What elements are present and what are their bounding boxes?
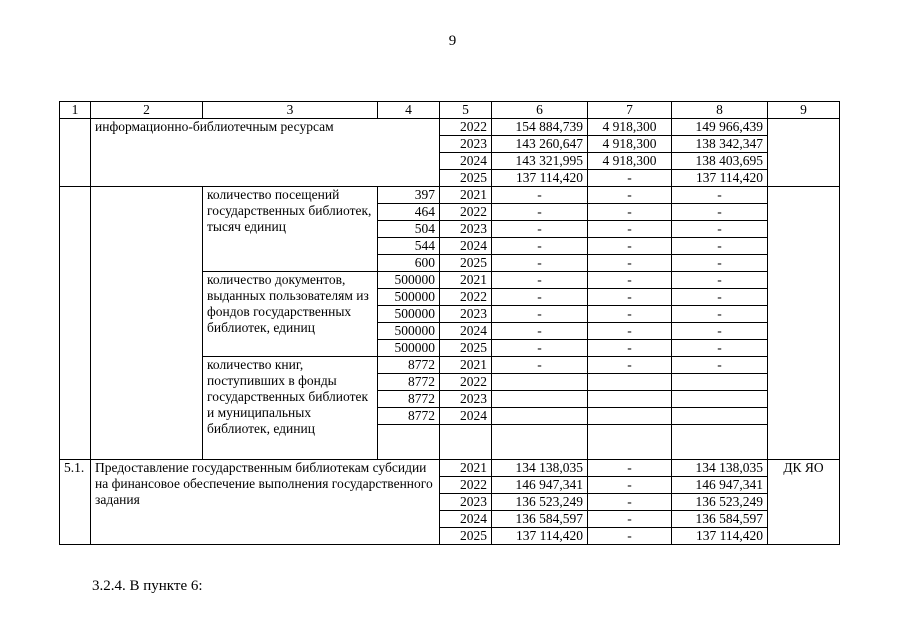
year-cell: 2024 <box>440 408 492 425</box>
amount-federal: - <box>588 477 672 494</box>
executor-cell <box>768 187 840 460</box>
executor-cell: ДК ЯО <box>768 460 840 545</box>
indicator-row <box>60 187 840 204</box>
amount-total: - <box>492 272 588 289</box>
amount-regional <box>672 374 768 391</box>
amount-total: 137 114,420 <box>492 528 588 545</box>
amount-total: - <box>492 238 588 255</box>
indicator-value: 544 <box>378 238 440 255</box>
year-cell: 2024 <box>440 153 492 170</box>
year-cell: 2024 <box>440 511 492 528</box>
amount-total: - <box>492 357 588 374</box>
column-header-6: 6 <box>492 102 588 119</box>
amount-total: - <box>492 204 588 221</box>
amount-total <box>492 408 588 425</box>
amount-federal: - <box>588 306 672 323</box>
amount-federal <box>588 425 672 460</box>
amount-total <box>492 425 588 460</box>
amount-total: 134 138,035 <box>492 460 588 477</box>
year-cell: 2023 <box>440 136 492 153</box>
amount-total <box>492 391 588 408</box>
column-header-1: 1 <box>60 102 91 119</box>
amount-total: 143 260,647 <box>492 136 588 153</box>
amount-total: - <box>492 255 588 272</box>
footer-text: 3.2.4. В пункте 6: <box>92 578 203 594</box>
year-cell: 2025 <box>440 255 492 272</box>
amount-total <box>492 374 588 391</box>
amount-regional: - <box>672 357 768 374</box>
indicator-value: 8772 <box>378 357 440 374</box>
indicator-name: количество посещений государственных библиотек, тысяч единиц <box>203 187 378 272</box>
amount-federal: - <box>588 340 672 357</box>
indicator-value: 500000 <box>378 272 440 289</box>
amount-federal: - <box>588 511 672 528</box>
amount-federal: - <box>588 221 672 238</box>
year-cell: 2022 <box>440 204 492 221</box>
year-cell: 2022 <box>440 374 492 391</box>
indicator-value: 8772 <box>378 374 440 391</box>
indicator-value: 600 <box>378 255 440 272</box>
amount-total: 136 584,597 <box>492 511 588 528</box>
amount-regional: 137 114,420 <box>672 528 768 545</box>
column-header-4: 4 <box>378 102 440 119</box>
amount-regional: 134 138,035 <box>672 460 768 477</box>
year-cell: 2024 <box>440 238 492 255</box>
amount-federal: 4 918,300 <box>588 153 672 170</box>
amount-total: 136 523,249 <box>492 494 588 511</box>
indicator-value: 8772 <box>378 391 440 408</box>
budget-table <box>59 101 840 545</box>
amount-total: - <box>492 187 588 204</box>
table-row <box>60 119 840 136</box>
column-header-5: 5 <box>440 102 492 119</box>
executor-cell <box>768 119 840 187</box>
year-cell: 2023 <box>440 221 492 238</box>
year-cell: 2025 <box>440 340 492 357</box>
amount-federal <box>588 391 672 408</box>
indicator-value: 500000 <box>378 289 440 306</box>
amount-federal: - <box>588 272 672 289</box>
amount-regional: - <box>672 221 768 238</box>
column-header-9: 9 <box>768 102 840 119</box>
indicator-value: 8772 <box>378 408 440 425</box>
amount-federal <box>588 408 672 425</box>
amount-regional: 146 947,341 <box>672 477 768 494</box>
amount-regional <box>672 425 768 460</box>
amount-regional <box>672 408 768 425</box>
amount-regional: - <box>672 204 768 221</box>
empty-cell <box>91 187 203 460</box>
amount-total: - <box>492 221 588 238</box>
section-row <box>60 460 840 477</box>
year-cell: 2021 <box>440 460 492 477</box>
indicator-value: 500000 <box>378 306 440 323</box>
amount-regional: - <box>672 323 768 340</box>
year-cell: 2021 <box>440 357 492 374</box>
column-header-3: 3 <box>203 102 378 119</box>
empty-cell <box>60 187 91 460</box>
header-row <box>60 102 840 119</box>
amount-regional <box>672 391 768 408</box>
amount-federal: - <box>588 289 672 306</box>
amount-regional: 137 114,420 <box>672 170 768 187</box>
amount-regional: - <box>672 238 768 255</box>
year-cell: 2023 <box>440 494 492 511</box>
column-header-2: 2 <box>91 102 203 119</box>
amount-total: 143 321,995 <box>492 153 588 170</box>
indicator-value <box>378 425 440 460</box>
amount-regional: - <box>672 289 768 306</box>
amount-total: 137 114,420 <box>492 170 588 187</box>
year-cell: 2023 <box>440 391 492 408</box>
amount-total: - <box>492 306 588 323</box>
year-cell: 2021 <box>440 272 492 289</box>
indicator-name: количество книг, поступивших в фонды государственных библиотек и муниципальных библиотек, единиц <box>203 357 378 460</box>
amount-federal: 4 918,300 <box>588 136 672 153</box>
year-cell: 2022 <box>440 477 492 494</box>
amount-regional: - <box>672 255 768 272</box>
indicator-name: количество документов, выданных пользователям из фондов государственных библиотек, единиц <box>203 272 378 357</box>
amount-federal: - <box>588 170 672 187</box>
amount-regional: 149 966,439 <box>672 119 768 136</box>
column-header-7: 7 <box>588 102 672 119</box>
amount-regional: 138 403,695 <box>672 153 768 170</box>
amount-federal: - <box>588 494 672 511</box>
amount-total: 154 884,739 <box>492 119 588 136</box>
year-cell: 2023 <box>440 306 492 323</box>
amount-federal: - <box>588 238 672 255</box>
amount-total: 146 947,341 <box>492 477 588 494</box>
column-header-8: 8 <box>672 102 768 119</box>
item-name: информационно-библиотечным ресурсам <box>91 119 440 187</box>
indicator-value: 500000 <box>378 340 440 357</box>
empty-cell <box>60 119 91 187</box>
year-cell: 2022 <box>440 289 492 306</box>
indicator-value: 500000 <box>378 323 440 340</box>
amount-regional: - <box>672 187 768 204</box>
amount-federal: - <box>588 357 672 374</box>
table-body <box>60 102 840 545</box>
year-cell: 2022 <box>440 119 492 136</box>
amount-total: - <box>492 340 588 357</box>
year-cell: 2024 <box>440 323 492 340</box>
amount-regional: - <box>672 340 768 357</box>
amount-regional: 136 584,597 <box>672 511 768 528</box>
year-cell <box>440 425 492 460</box>
amount-federal: - <box>588 204 672 221</box>
amount-regional: 138 342,347 <box>672 136 768 153</box>
amount-regional: - <box>672 272 768 289</box>
amount-regional: 136 523,249 <box>672 494 768 511</box>
year-cell: 2021 <box>440 187 492 204</box>
amount-federal: 4 918,300 <box>588 119 672 136</box>
amount-federal: - <box>588 187 672 204</box>
amount-total: - <box>492 289 588 306</box>
amount-federal: - <box>588 323 672 340</box>
page-number: 9 <box>448 33 457 49</box>
amount-total: - <box>492 323 588 340</box>
indicator-value: 397 <box>378 187 440 204</box>
item-name: Предоставление государственным библиотекам субсидии на финансовое обеспечение выполнения государственного задания <box>91 460 440 545</box>
item-number: 5.1. <box>60 460 91 545</box>
amount-federal: - <box>588 528 672 545</box>
amount-federal: - <box>588 460 672 477</box>
year-cell: 2025 <box>440 528 492 545</box>
indicator-value: 504 <box>378 221 440 238</box>
amount-federal <box>588 374 672 391</box>
year-cell: 2025 <box>440 170 492 187</box>
indicator-value: 464 <box>378 204 440 221</box>
amount-regional: - <box>672 306 768 323</box>
amount-federal: - <box>588 255 672 272</box>
